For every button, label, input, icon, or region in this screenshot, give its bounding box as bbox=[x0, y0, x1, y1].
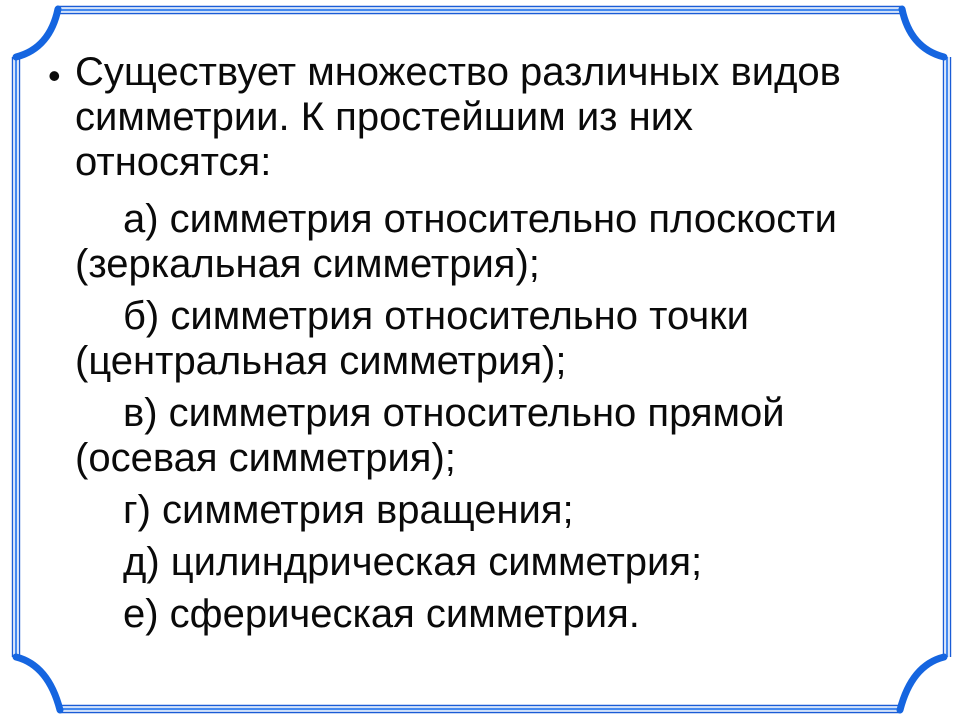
bullet-item bbox=[48, 50, 895, 185]
corner-curve-bottom-left bbox=[16, 657, 60, 710]
list-item-a: а) симметрия относительно плоскости (зеркальная симметрия); bbox=[75, 197, 837, 286]
corner-curve-top-left bbox=[16, 9, 58, 57]
intro-text: Существует множество различных видов симметрии. К простейшим из них относятся: bbox=[75, 50, 841, 184]
list-item-g: г) симметрия вращения; bbox=[123, 488, 574, 532]
corner-curve-top-right bbox=[902, 9, 944, 57]
list-item-b: б) симметрия относительно точки (центральная симметрия); bbox=[75, 294, 749, 383]
list-item-d: д) цилиндрическая симметрия; bbox=[123, 540, 703, 584]
list-item-v: в) симметрия относительно прямой (осевая симметрия); bbox=[75, 391, 785, 480]
border-right-lines bbox=[944, 57, 951, 657]
bullet-marker: • bbox=[48, 55, 61, 96]
corner-curve-bottom-right bbox=[900, 657, 944, 710]
border-left-lines bbox=[13, 57, 20, 657]
border-top-lines bbox=[57, 7, 901, 14]
border-bottom-lines bbox=[61, 706, 901, 713]
list-item-e: е) сферическая симметрия. bbox=[123, 592, 640, 636]
slide-text-block bbox=[48, 50, 895, 644]
